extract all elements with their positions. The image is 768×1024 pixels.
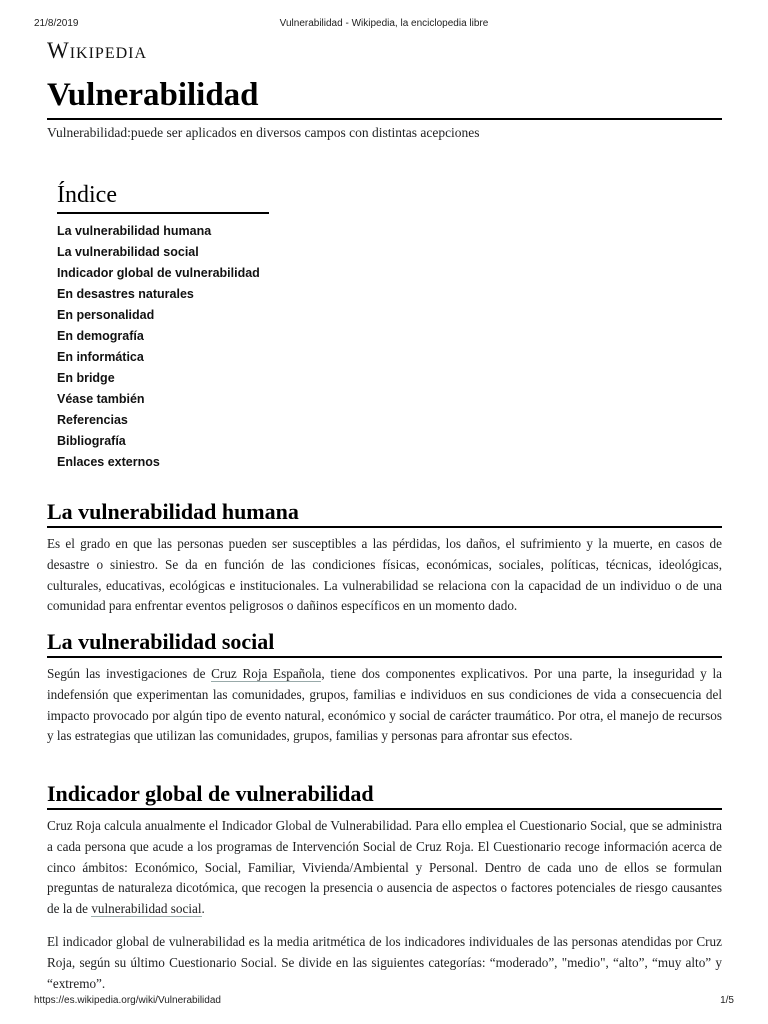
toc-item[interactable]: Indicador global de vulnerabilidad xyxy=(57,266,260,280)
toc-item[interactable]: En desastres naturales xyxy=(57,287,194,301)
print-date: 21/8/2019 xyxy=(34,18,79,29)
toc-item[interactable]: La vulnerabilidad social xyxy=(57,245,199,259)
toc-item[interactable]: Enlaces externos xyxy=(57,455,160,469)
paragraph-text: Cruz Roja calcula anualmente el Indicador Global de Vulnerabilidad. Para ello emplea el Cuestionario Social, que se administra a cada persona que acude a los programas de Intervención Social de Cruz Roja. El Cuestionario recoge información acerca de cinco ámbitos: Económico, Social, Familiar, Vivienda/Ambiental y Personal. Dentro de cada uno de ellos se formulan preguntas de naturaleza dicotómica, que recogen la presencia o ausencia de aspectos o factores potenciales de riesgo causantes de la de xyxy=(47,818,722,917)
toc-item[interactable]: En informática xyxy=(57,350,144,364)
section-paragraph: Es el grado en que las personas pueden ser susceptibles a las pérdidas, los daños, el sufrimiento y la muerte, en casos de desastre o siniestro. Se da en función de las condiciones físicas, económicas, sociales, políticas, técnicas, ideológicas, culturales, educativas, ecológicas e institucionales. La vulnerabilidad se relaciona con la capacidad de un individuo o de una comunidad para enfrentar eventos peligrosos o dañinos específicos en un momento dado. xyxy=(47,536,722,614)
section-heading: La vulnerabilidad humana xyxy=(47,498,722,528)
toc-title: Índice xyxy=(57,178,269,214)
paragraph-text: , tiene dos componentes explicativos. Por una parte, la inseguridad y la indefensión que experimentan las comunidades, grupos, familias e individuos en sus condiciones de vida a consecuencia del impacto provocado por algún tipo de evento natural, económico y social de carácter traumático. Por otra, el manejo de recursos y las estrategias que utilizan las comunidades, grupos, familias y personas para afrontar sus efectos. xyxy=(47,666,722,744)
toc-item[interactable]: Véase también xyxy=(57,392,145,406)
print-document-title: Vulnerabilidad - Wikipedia, la enciclopedia libre xyxy=(279,18,489,29)
paragraph-text: Según las investigaciones de xyxy=(47,666,212,681)
print-footer xyxy=(0,995,768,1009)
section-vulnerabilidad-humana xyxy=(47,498,722,617)
intro-text: Vulnerabilidad:puede ser aplicados en diversos campos con distintas acepciones xyxy=(47,125,480,140)
print-header xyxy=(0,18,768,32)
toc-item[interactable]: En bridge xyxy=(57,371,115,385)
section-heading: La vulnerabilidad social xyxy=(47,628,722,658)
toc-item[interactable]: La vulnerabilidad humana xyxy=(57,224,212,238)
toc-item[interactable]: Referencias xyxy=(57,413,128,427)
section-paragraph xyxy=(47,664,722,747)
page-title: Vulnerabilidad xyxy=(47,74,722,120)
toc-item[interactable]: En personalidad xyxy=(57,308,155,322)
section-vulnerabilidad-social xyxy=(47,628,722,747)
section-heading: Indicador global de vulnerabilidad xyxy=(47,780,722,810)
toc-item[interactable]: Bibliografía xyxy=(57,434,126,448)
table-of-contents xyxy=(57,178,269,473)
paragraph-text: . xyxy=(201,901,205,917)
vulnerabilidad-social-link[interactable]: vulnerabilidad social xyxy=(91,901,202,917)
toc-list xyxy=(57,221,269,473)
wikipedia-logo[interactable]: Wikipedia xyxy=(47,38,148,63)
section-paragraph: El indicador global de vulnerabilidad es la media aritmética de los indicadores individuales de las personas atendidas por Cruz Roja, según su último Cuestionario Social. Se divide en las siguientes categorías: “moderado”, "medio", “alto”, “muy alto” y “extremo”. xyxy=(47,933,722,991)
print-page-number: 1/5 xyxy=(720,995,734,1006)
print-url: https://es.wikipedia.org/wiki/Vulnerabilidad xyxy=(34,995,221,1006)
toc-item[interactable]: En demografía xyxy=(57,329,144,343)
section-indicador-global xyxy=(47,780,722,994)
section-paragraph xyxy=(47,816,722,920)
cruz-roja-link[interactable]: Cruz Roja Española xyxy=(211,666,322,681)
